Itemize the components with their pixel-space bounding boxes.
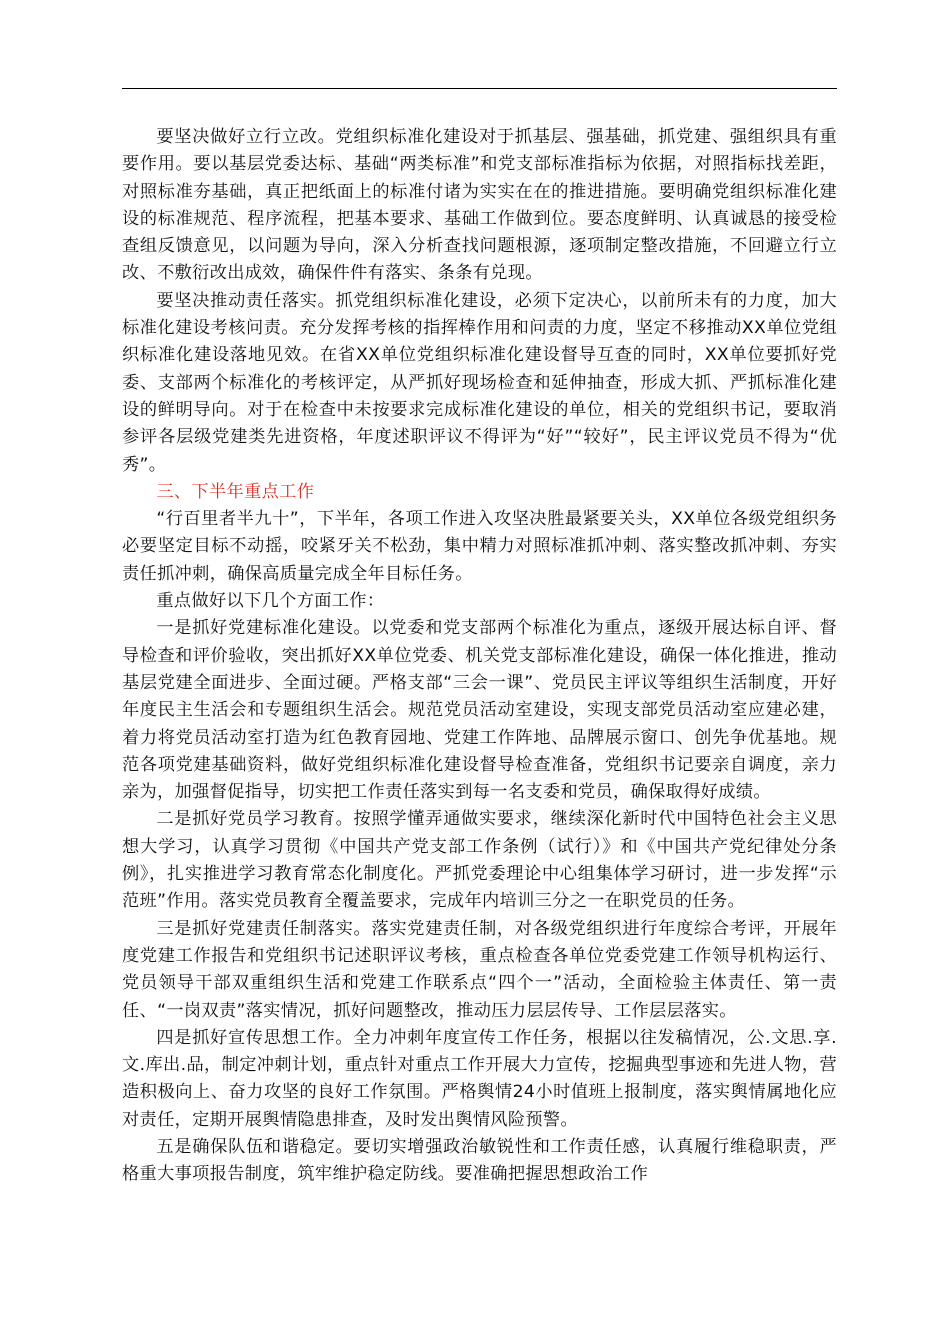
header-rule — [122, 88, 837, 89]
paragraph-second-half-intro: “行百里者半九十”，下半年，各项工作进入攻坚决胜最紧要关头，XX单位各级党组织务必要坚定目标不动摇，咬紧牙关不松劲，集中精力对照标准抓冲刺、落实整改抓冲刺、夯实责任抓冲刺，确保高质量完成全年目标任务。 — [122, 509, 837, 584]
paragraph-rectification: 要坚决做好立行立改。党组织标准化建设对于抓基层、强基础，抓党建、强组织具有重要作用。要以基层党委达标、基础“两类标准”和党支部标准指标为依据，对照指标找差距，对照标准夯基础，真正把纸面上的标准付诸为实实在在的推进措施。要明确党组织标准化建设的标准规范、程序流程，把基本要求、基础工作做到位。要态度鲜明、认真诚恳的接受检查组反馈意见，以问题为导向，深入分析查找问题根源，逐项制定整改措施，不回避立行立改、不敷衍改出成效，确保件件有落实、条条有兑现。 — [122, 127, 837, 284]
paragraph-key-work-lead: 重点做好以下几个方面工作： — [156, 591, 385, 612]
paragraph-responsibility: 要坚决推动责任落实。抓党组织标准化建设，必须下定决心，以前所未有的力度，加大标准化建设考核问责。充分发挥考核的指挥棒作用和问责的力度，坚定不移推动XX单位党组织标准化建设落地见效。在省XX单位党组织标准化建设督导互查的同时，XX单位要抓好党委、支部两个标准化的考核评定，从严抓好现场检查和延伸抽查，形成大抓、严抓标准化建设的鲜明导向。对于在检查中未按要求完成标准化建设的单位，相关的党组织书记，要取消参评各层级党建类先进资格，年度述职评议不得评为“好”“较好”，民主评议党员不得为“优秀”。 — [122, 290, 837, 475]
section-heading: 三、下半年重点工作 — [156, 481, 315, 502]
document-body — [122, 124, 837, 1189]
paragraph-item-one: 一是抓好党建标准化建设。以党委和党支部两个标准化为重点，逐级开展达标自评、督导检查和评价验收，突出抓好XX单位党委、机关党支部标准化建设，确保一体化推进，推动基层党建全面进步、全面过硬。严格支部“三会一课”、党员民主评议等组织生活制度，开好年度民主生活会和专题组织生活会。规范党员活动室建设，实现支部党员活动室应建必建，着力将党员活动室打造为红色教育园地、党建工作阵地、品牌展示窗口、创先争优基地。规范各项党建基础资料，做好党组织标准化建设督导检查准备，党组织书记要亲自调度，亲力亲为，加强督促指导，切实把工作责任落实到每一名支委和党员，确保取得好成绩。 — [122, 618, 837, 803]
paragraph-item-five: 五是确保队伍和谐稳定。要切实增强政治敏锐性和工作责任感，认真履行维稳职责，严格重大事项报告制度，筑牢维护稳定防线。要准确把握思想政治工作 — [122, 1136, 837, 1185]
paragraph-item-three: 三是抓好党建责任制落实。落实党建责任制，对各级党组织进行年度综合考评，开展年度党建工作报告和党组织书记述职评议考核，重点检查各单位党委党建工作领导机构运行、党员领导干部双重组织生活和党建工作联系点“四个一”活动，全面检验主体责任、第一责任、“一岗双责”落实情况，抓好问题整改，推动压力层层传导、工作层层落实。 — [122, 918, 837, 1021]
paragraph-item-four: 四是抓好宣传思想工作。全力冲刺年度宣传工作任务，根据以往发稿情况，公.文思.享.文.库出.品，制定冲刺计划，重点针对重点工作开展大力宣传，挖掘典型事迹和先进人物，营造积极向上、奋力攻坚的良好工作氛围。严格舆情24小时值班上报制度，落实舆情属地化应对责任，定期开展舆情隐患排查，及时发出舆情风险预警。 — [122, 1027, 837, 1130]
paragraph-item-two: 二是抓好党员学习教育。按照学懂弄通做实要求，继续深化新时代中国特色社会主义思想大学习，认真学习贯彻《中国共产党支部工作条例（试行）》和《中国共产党纪律处分条例》，扎实推进学习教育常态化制度化。严抓党委理论中心组集体学习研讨，进一步发挥“示范班”作用。落实党员教育全覆盖要求，完成年内培训三分之一在职党员的任务。 — [122, 809, 837, 912]
